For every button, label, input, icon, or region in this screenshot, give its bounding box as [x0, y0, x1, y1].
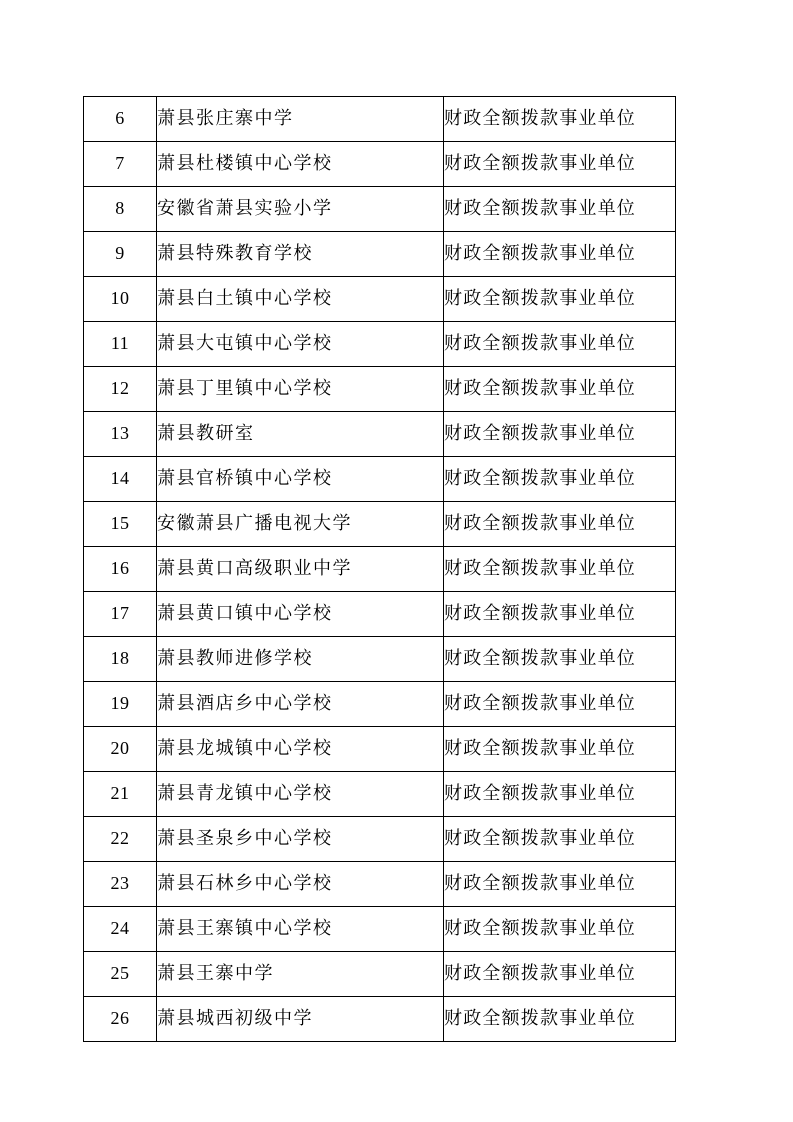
unit-list-table [83, 96, 676, 1042]
row-number-text: 10 [110, 288, 130, 309]
unit-type-cell [444, 277, 676, 322]
unit-type-text: 财政全额拨款事业单位 [444, 603, 636, 625]
unit-type-cell [444, 547, 676, 592]
table-body [84, 97, 676, 1042]
row-number-cell [84, 637, 157, 682]
table-row [84, 997, 676, 1042]
unit-type-cell [444, 232, 676, 277]
row-number-text: 12 [110, 378, 130, 399]
row-number-cell [84, 277, 157, 322]
row-number-cell [84, 817, 157, 862]
unit-type-cell [444, 142, 676, 187]
unit-name-cell [157, 187, 444, 232]
row-number-text: 18 [110, 648, 130, 669]
unit-name-text: 萧县杜楼镇中心学校 [157, 153, 333, 175]
unit-type-cell [444, 727, 676, 772]
table-row [84, 817, 676, 862]
row-number-cell [84, 97, 157, 142]
row-number-text: 21 [110, 783, 130, 804]
table-row [84, 277, 676, 322]
unit-type-cell [444, 187, 676, 232]
unit-name-cell [157, 322, 444, 367]
unit-name-cell [157, 817, 444, 862]
unit-name-cell [157, 502, 444, 547]
unit-name-cell [157, 547, 444, 592]
row-number-text: 22 [110, 828, 130, 849]
unit-type-cell [444, 322, 676, 367]
unit-name-text: 萧县王寨镇中心学校 [157, 918, 333, 940]
row-number-text: 26 [110, 1008, 130, 1029]
table-row [84, 727, 676, 772]
unit-name-text: 萧县酒店乡中心学校 [157, 693, 333, 715]
row-number-cell [84, 187, 157, 232]
unit-name-cell [157, 97, 444, 142]
unit-type-text: 财政全额拨款事业单位 [444, 513, 636, 535]
row-number-text: 24 [110, 918, 130, 939]
unit-name-cell [157, 907, 444, 952]
table-row [84, 862, 676, 907]
unit-type-text: 财政全额拨款事业单位 [444, 873, 636, 895]
table-row [84, 412, 676, 457]
unit-name-text: 萧县教师进修学校 [157, 648, 313, 670]
table-row [84, 367, 676, 412]
unit-type-text: 财政全额拨款事业单位 [444, 783, 636, 805]
unit-type-cell [444, 412, 676, 457]
row-number-text: 6 [115, 108, 125, 129]
unit-name-cell [157, 457, 444, 502]
unit-name-text: 萧县王寨中学 [157, 963, 274, 985]
table-row [84, 232, 676, 277]
row-number-text: 20 [110, 738, 130, 759]
table-row [84, 322, 676, 367]
row-number-cell [84, 367, 157, 412]
unit-name-cell [157, 727, 444, 772]
unit-type-text: 财政全额拨款事业单位 [444, 648, 636, 670]
unit-type-text: 财政全额拨款事业单位 [444, 378, 636, 400]
unit-type-text: 财政全额拨款事业单位 [444, 963, 636, 985]
row-number-cell [84, 772, 157, 817]
table-row [84, 187, 676, 232]
unit-type-text: 财政全额拨款事业单位 [444, 918, 636, 940]
table-row [84, 457, 676, 502]
table-row [84, 97, 676, 142]
unit-name-text: 萧县官桥镇中心学校 [157, 468, 333, 490]
row-number-cell [84, 322, 157, 367]
row-number-cell [84, 592, 157, 637]
unit-name-text: 萧县大屯镇中心学校 [157, 333, 333, 355]
unit-type-cell [444, 367, 676, 412]
unit-name-cell [157, 592, 444, 637]
unit-name-text: 安徽萧县广播电视大学 [157, 513, 352, 535]
unit-name-text: 萧县黄口镇中心学校 [157, 603, 333, 625]
unit-name-cell [157, 952, 444, 997]
unit-type-text: 财政全额拨款事业单位 [444, 558, 636, 580]
row-number-text: 16 [110, 558, 130, 579]
table-row [84, 682, 676, 727]
unit-name-cell [157, 997, 444, 1042]
unit-type-text: 财政全额拨款事业单位 [444, 108, 636, 130]
unit-name-cell [157, 637, 444, 682]
unit-name-text: 安徽省萧县实验小学 [157, 198, 333, 220]
table-row [84, 592, 676, 637]
unit-list-table-container [83, 96, 674, 1042]
table-row [84, 502, 676, 547]
row-number-text: 14 [110, 468, 130, 489]
unit-name-text: 萧县白土镇中心学校 [157, 288, 333, 310]
unit-type-cell [444, 997, 676, 1042]
table-row [84, 907, 676, 952]
unit-type-text: 财政全额拨款事业单位 [444, 333, 636, 355]
table-row [84, 952, 676, 997]
unit-name-cell [157, 142, 444, 187]
row-number-cell [84, 952, 157, 997]
unit-type-cell [444, 637, 676, 682]
unit-type-text: 财政全额拨款事业单位 [444, 693, 636, 715]
unit-type-text: 财政全额拨款事业单位 [444, 423, 636, 445]
row-number-cell [84, 232, 157, 277]
row-number-text: 17 [110, 603, 130, 624]
table-row [84, 142, 676, 187]
unit-name-text: 萧县圣泉乡中心学校 [157, 828, 333, 850]
unit-name-text: 萧县丁里镇中心学校 [157, 378, 333, 400]
unit-name-cell [157, 277, 444, 322]
unit-name-text: 萧县青龙镇中心学校 [157, 783, 333, 805]
row-number-text: 15 [110, 513, 130, 534]
row-number-cell [84, 682, 157, 727]
unit-name-cell [157, 412, 444, 457]
unit-name-text: 萧县特殊教育学校 [157, 243, 313, 265]
unit-type-cell [444, 457, 676, 502]
unit-type-text: 财政全额拨款事业单位 [444, 243, 636, 265]
unit-type-cell [444, 592, 676, 637]
unit-type-cell [444, 907, 676, 952]
row-number-cell [84, 502, 157, 547]
row-number-text: 13 [110, 423, 130, 444]
unit-name-text: 萧县黄口高级职业中学 [157, 558, 352, 580]
row-number-text: 8 [115, 198, 125, 219]
unit-name-cell [157, 682, 444, 727]
row-number-text: 11 [110, 333, 130, 354]
table-row [84, 772, 676, 817]
row-number-cell [84, 412, 157, 457]
unit-type-cell [444, 817, 676, 862]
row-number-text: 9 [115, 243, 125, 264]
row-number-cell [84, 142, 157, 187]
unit-type-cell [444, 502, 676, 547]
unit-name-cell [157, 862, 444, 907]
unit-name-text: 萧县城西初级中学 [157, 1008, 313, 1030]
unit-type-cell [444, 862, 676, 907]
row-number-cell [84, 547, 157, 592]
table-row [84, 637, 676, 682]
unit-type-cell [444, 772, 676, 817]
unit-name-text: 萧县龙城镇中心学校 [157, 738, 333, 760]
unit-type-cell [444, 682, 676, 727]
row-number-cell [84, 997, 157, 1042]
row-number-cell [84, 727, 157, 772]
unit-type-text: 财政全额拨款事业单位 [444, 1008, 636, 1030]
unit-type-text: 财政全额拨款事业单位 [444, 468, 636, 490]
row-number-cell [84, 862, 157, 907]
unit-name-text: 萧县张庄寨中学 [157, 108, 294, 130]
unit-name-cell [157, 772, 444, 817]
row-number-text: 19 [110, 693, 130, 714]
table-row [84, 547, 676, 592]
unit-type-cell [444, 952, 676, 997]
unit-type-text: 财政全额拨款事业单位 [444, 198, 636, 220]
unit-type-text: 财政全额拨款事业单位 [444, 828, 636, 850]
row-number-text: 7 [115, 153, 125, 174]
unit-name-text: 萧县教研室 [157, 423, 255, 445]
unit-type-text: 财政全额拨款事业单位 [444, 288, 636, 310]
row-number-text: 25 [110, 963, 130, 984]
row-number-cell [84, 457, 157, 502]
unit-type-text: 财政全额拨款事业单位 [444, 738, 636, 760]
unit-type-text: 财政全额拨款事业单位 [444, 153, 636, 175]
row-number-text: 23 [110, 873, 130, 894]
row-number-cell [84, 907, 157, 952]
unit-name-cell [157, 232, 444, 277]
unit-name-cell [157, 367, 444, 412]
unit-type-cell [444, 97, 676, 142]
unit-name-text: 萧县石林乡中心学校 [157, 873, 333, 895]
